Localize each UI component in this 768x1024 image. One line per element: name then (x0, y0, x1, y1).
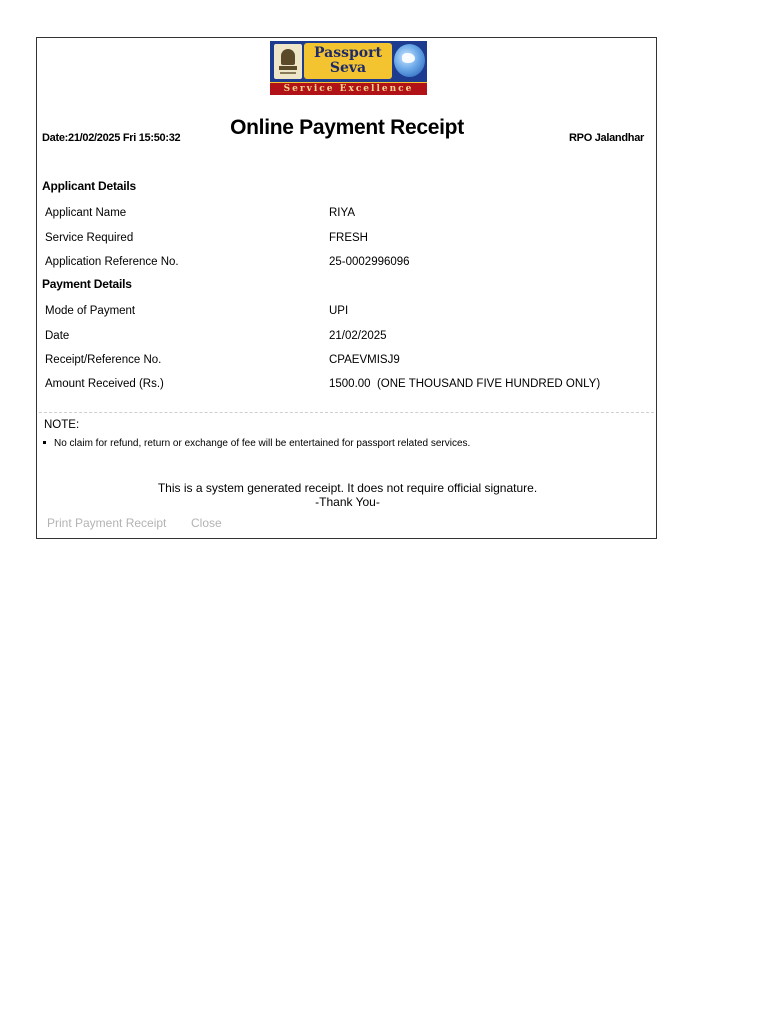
amount-received-value: 1500.00 (ONE THOUSAND FIVE HUNDRED ONLY) (329, 378, 601, 390)
system-generated-notice: This is a system generated receipt. It does not require official signature. (157, 481, 538, 495)
payment-details-heading: Payment Details (42, 277, 132, 291)
logo-name-line1: Passport (314, 45, 382, 61)
receipt-footer (37, 481, 658, 509)
national-emblem-icon (274, 44, 302, 79)
logo-banner (270, 41, 427, 82)
payment-receipt (36, 37, 657, 539)
application-reference-label: Application Reference No. (45, 256, 179, 268)
close-button[interactable]: Close (191, 516, 222, 530)
amount-received-label: Amount Received (Rs.) (45, 378, 164, 390)
receipt-reference-value: CPAEVMISJ9 (329, 354, 400, 366)
logo-tagline: Service Excellence (270, 82, 427, 95)
applicant-name-label: Applicant Name (45, 207, 127, 219)
payment-mode-label: Mode of Payment (45, 305, 136, 317)
applicant-details-heading: Applicant Details (42, 179, 136, 193)
passport-seva-logo (270, 41, 427, 95)
page-title: Online Payment Receipt (230, 116, 464, 139)
service-required-label: Service Required (45, 232, 134, 244)
note-item (41, 438, 470, 449)
payment-date-label: Date (45, 330, 70, 342)
bullet-icon (43, 441, 46, 444)
service-required-value: FRESH (329, 232, 368, 244)
receipt-date: Date:21/02/2025 Fri 15:50:32 (42, 132, 181, 144)
divider (39, 412, 654, 413)
payment-date-value: 21/02/2025 (329, 330, 387, 342)
logo-name (304, 43, 392, 79)
regional-office: RPO Jalandhar (569, 132, 644, 144)
note-item-text: No claim for refund, return or exchange of fee will be entertained for passport related services. (54, 438, 471, 449)
application-reference-value: 25-0002996096 (329, 256, 410, 268)
receipt-reference-label: Receipt/Reference No. (45, 354, 162, 366)
logo-name-line2: Seva (329, 60, 367, 76)
thank-you-text: -Thank You- (315, 495, 380, 509)
note-heading: NOTE: (44, 419, 80, 431)
print-payment-receipt-button[interactable]: Print Payment Receipt (47, 516, 167, 530)
globe-icon (394, 44, 425, 77)
applicant-name-value: RIYA (329, 207, 355, 219)
payment-mode-value: UPI (329, 305, 349, 317)
